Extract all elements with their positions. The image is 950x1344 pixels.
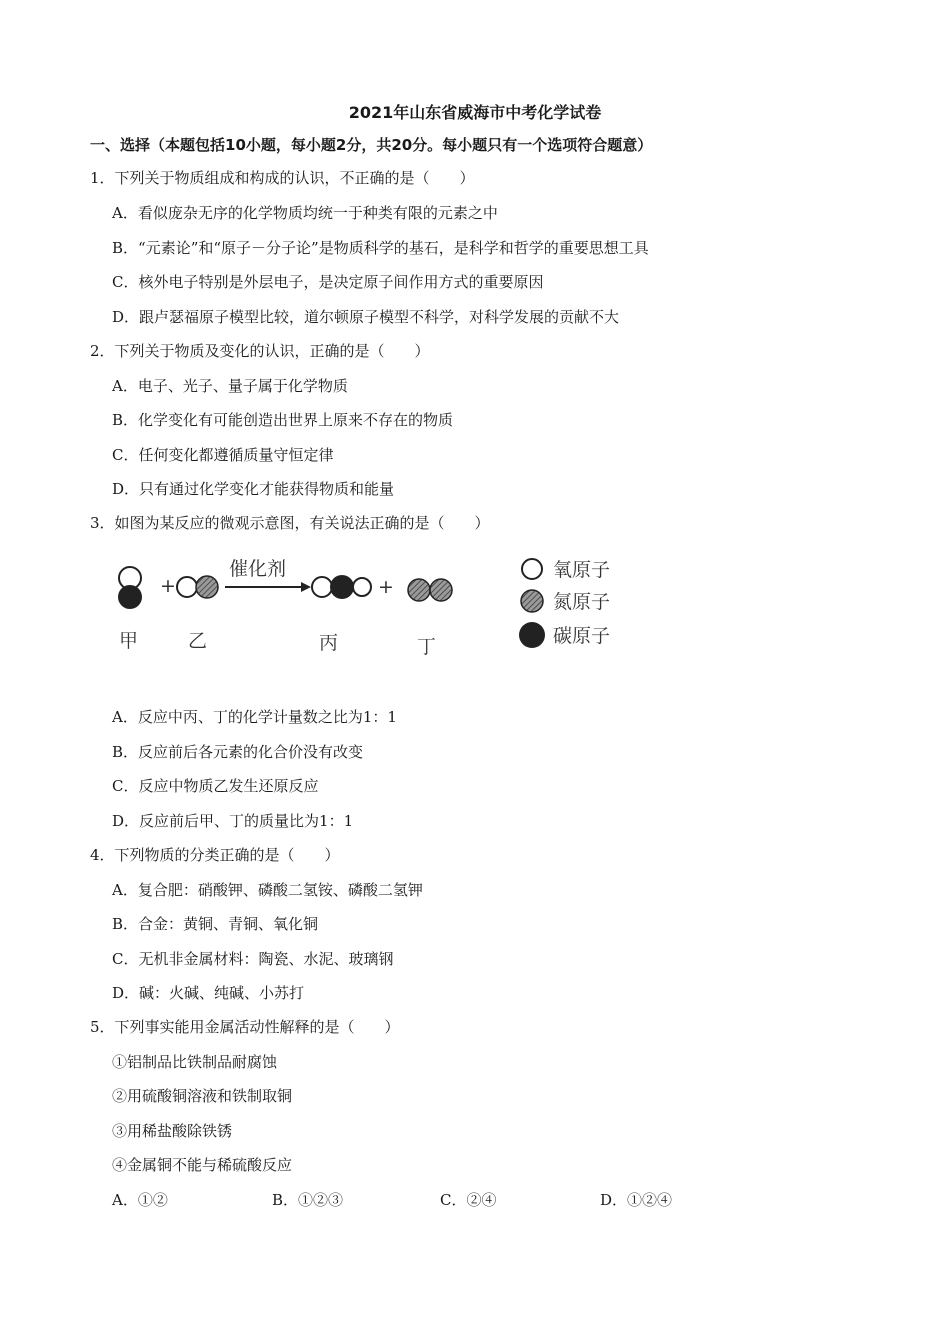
legend-carbon-label: 碳原子 (553, 625, 611, 647)
question-4-option-b: B．合金：黄铜、青铜、氧化铜 (112, 915, 319, 933)
plus-sign-2: + (378, 576, 394, 598)
label-jia: 甲 (119, 630, 139, 652)
question-5-option-a: A．①② (112, 1191, 168, 1209)
label-ding: 丁 (417, 636, 437, 658)
page-title: 2021年山东省威海市中考化学试卷 (348, 103, 602, 122)
question-4-option-a: A．复合肥：硝酸钾、磷酸二氢铵、磷酸二氢钾 (112, 881, 423, 899)
question-1-option-b: B．“元素论”和“原子－分子论”是物质科学的基石，是科学和哲学的重要思想工具 (112, 239, 649, 257)
reaction-diagram (105, 545, 645, 665)
question-1-option-c: C．核外电子特别是外层电子，是决定原子间作用方式的重要原因 (112, 273, 544, 291)
question-3-option-d: D．反应前后甲、丁的质量比为1：1 (112, 812, 354, 830)
label-yi: 乙 (188, 630, 208, 652)
question-5-item-3: ③用稀盐酸除铁锈 (112, 1122, 233, 1140)
legend-oxygen-label: 氧原子 (553, 559, 611, 581)
question-3-option-a: A．反应中丙、丁的化学计量数之比为1：1 (112, 708, 397, 726)
catalyst-label: 催化剂 (229, 558, 287, 580)
molecule-bing (312, 575, 371, 599)
molecule-jia (118, 567, 142, 609)
question-2-option-c: C．任何变化都遵循质量守恒定律 (112, 446, 334, 464)
question-4-option-c: C．无机非金属材料：陶瓷、水泥、玻璃钢 (112, 950, 394, 968)
legend-oxygen-swatch (522, 559, 542, 579)
legend-carbon-swatch (519, 622, 545, 648)
legend (519, 559, 610, 648)
label-bing: 丙 (319, 632, 339, 654)
question-5-item-4: ④金属铜不能与稀硫酸反应 (112, 1156, 293, 1174)
molecule-yi (177, 576, 218, 598)
question-1-option-a: A．看似庞杂无序的化学物质均统一于种类有限的元素之中 (112, 204, 498, 222)
legend-nitrogen-label: 氮原子 (553, 591, 611, 613)
question-5-option-c: C．②④ (440, 1191, 497, 1209)
question-2-stem: 2．下列关于物质及变化的认识，正确的是（ ） (90, 342, 430, 360)
question-5-item-2: ②用硫酸铜溶液和铁制取铜 (112, 1087, 293, 1105)
section-heading: 一、选择（本题包括10小题，每小题2分，共20分。每小题只有一个选项符合题意） (90, 136, 653, 154)
question-2-option-a: A．电子、光子、量子属于化学物质 (112, 377, 348, 395)
question-1-stem: 1．下列关于物质组成和构成的认识，不正确的是（ ） (90, 169, 475, 187)
question-3-option-c: C．反应中物质乙发生还原反应 (112, 777, 319, 795)
question-5-stem: 5．下列事实能用金属活动性解释的是（ ） (90, 1018, 400, 1036)
reaction-arrow (225, 582, 311, 592)
question-2-option-d: D．只有通过化学变化才能获得物质和能量 (112, 480, 395, 498)
question-5-option-b: B．①②③ (272, 1191, 344, 1209)
question-1-option-d: D．跟卢瑟福原子模型比较，道尔顿原子模型不科学，对科学发展的贡献不大 (112, 308, 620, 326)
molecule-ding (408, 579, 452, 601)
question-5-item-1: ①铝制品比铁制品耐腐蚀 (112, 1053, 278, 1071)
question-3-stem: 3．如图为某反应的微观示意图，有关说法正确的是（ ） (90, 514, 490, 532)
question-2-option-b: B．化学变化有可能创造出世界上原来不存在的物质 (112, 411, 454, 429)
legend-nitrogen-swatch (521, 590, 543, 612)
plus-sign-1: + (160, 575, 176, 597)
question-5-option-d: D．①②④ (600, 1191, 673, 1209)
question-4-option-d: D．碱：火碱、纯碱、小苏打 (112, 984, 305, 1002)
question-3-option-b: B．反应前后各元素的化合价没有改变 (112, 743, 364, 761)
question-4-stem: 4．下列物质的分类正确的是（ ） (90, 846, 340, 864)
